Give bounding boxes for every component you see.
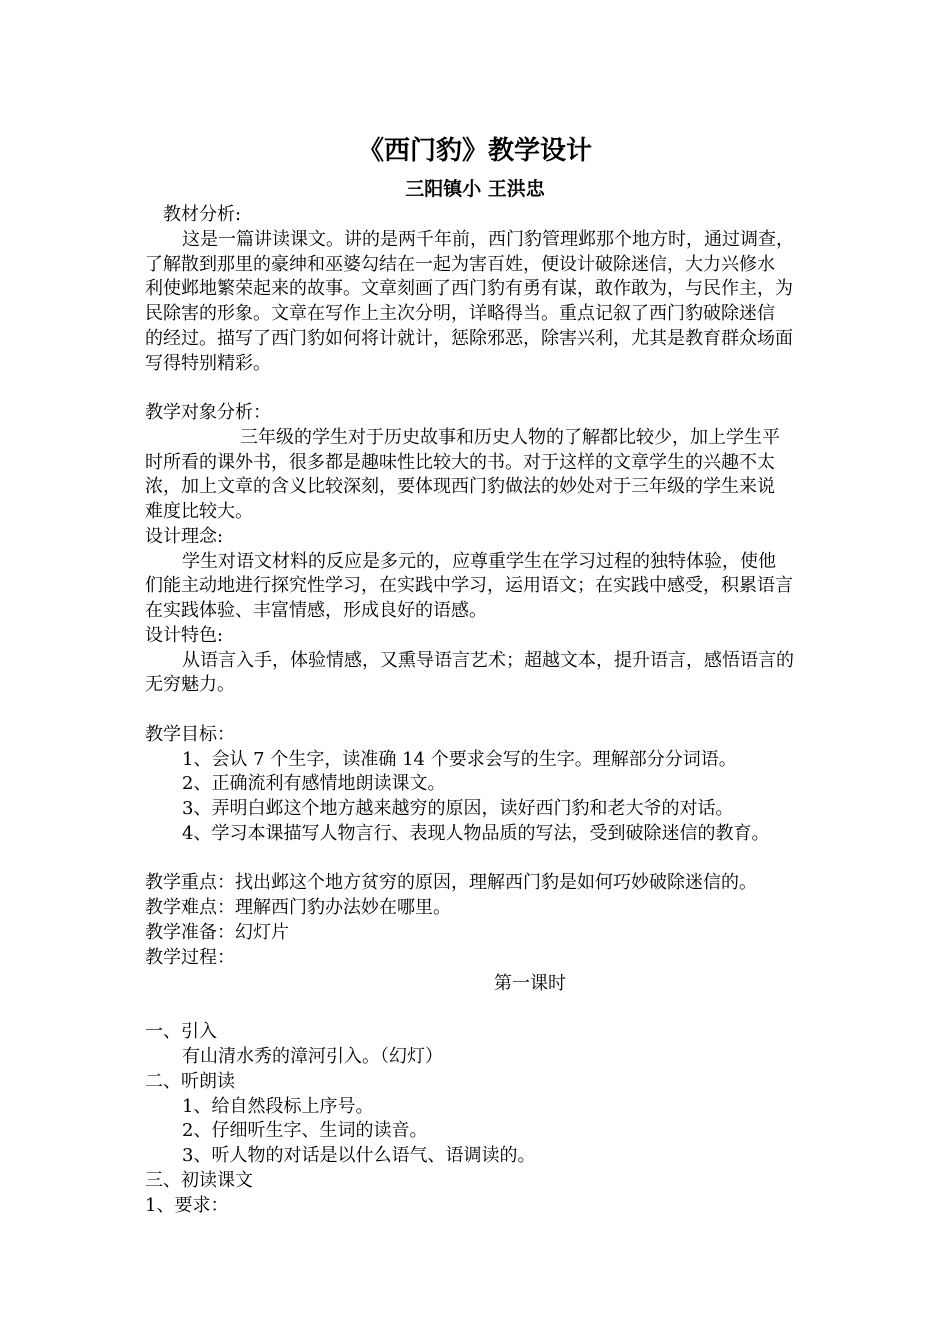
paragraph-line: 民除害的形象。文章在写作上主次分明，详略得当。重点记叙了西门豹破除迷信 xyxy=(145,303,775,324)
step-heading: 二、听朗读 xyxy=(145,1071,235,1092)
concept-heading: 设计理念: xyxy=(145,526,224,547)
document-title: 《西门豹》教学设计 xyxy=(357,136,592,166)
paragraph-line: 们能主动地进行探究性学习，在实践中学习，运用语文；在实践中感受，积累语言 xyxy=(145,575,793,596)
paragraph-line: 的经过。描写了西门豹如何将计就计，惩除邪恶，除害兴利，尤其是教育群众场面 xyxy=(145,328,793,349)
paragraph-line: 浓，加上文章的含义比较深刻，要体现西门豹做法的妙处对于三年级的学生来说 xyxy=(145,476,775,497)
goal-item: 3、弄明白邺这个地方越来越穷的原因，读好西门豹和老大爷的对话。 xyxy=(182,798,734,819)
goal-item: 4、学习本课描写人物言行、表现人物品质的写法，受到破除迷信的教育。 xyxy=(182,823,770,844)
key-point: 教学重点：找出邺这个地方贫穷的原因，理解西门豹是如何巧妙破除迷信的。 xyxy=(145,872,757,893)
goal-item: 2、正确流利有感情地朗读课文。 xyxy=(182,773,446,794)
paragraph-line: 利使邺地繁荣起来的故事。文章刻画了西门豹有勇有谋，敢作敢为，与民作主，为 xyxy=(145,278,793,299)
step-heading: 三、初读课文 xyxy=(145,1170,253,1191)
paragraph-line: 从语言入手，体验情感，又熏导语言艺术；超越文本，提升语言，感悟语言的 xyxy=(182,650,794,671)
goal-item: 1、会认 7 个生字，读准确 14 个要求会写的生字。理解部分分词语。 xyxy=(182,749,737,770)
step-item: 1、给自然段标上序号。 xyxy=(182,1096,374,1117)
feature-heading: 设计特色: xyxy=(145,625,224,646)
step-heading: 一、引入 xyxy=(145,1021,217,1042)
goals-heading: 教学目标： xyxy=(145,724,235,745)
material-heading: 教材分析: xyxy=(163,204,242,225)
difficulty: 教学难点：理解西门豹办法妙在哪里。 xyxy=(145,897,451,918)
paragraph-line: 时所看的课外书，很多都是趣味性比较大的书。对于这样的文章学生的兴趣不太 xyxy=(145,452,775,473)
paragraph-line: 这是一篇讲读课文。讲的是两千年前，西门豹管理邺那个地方时，通过调查， xyxy=(182,229,794,250)
paragraph-line: 了解散到那里的豪绅和巫婆勾结在一起为害百姓，便设计破除迷信，大力兴修水 xyxy=(145,254,775,275)
step-item: 1、要求： xyxy=(145,1195,229,1216)
author-line: 三阳镇小 王洪忠 xyxy=(405,178,545,200)
student-heading: 教学对象分析： xyxy=(145,402,271,423)
lesson-title: 第一课时 xyxy=(494,973,566,994)
paragraph-line: 在实践体验、丰富情感，形成良好的语感。 xyxy=(145,600,487,621)
paragraph-line: 难度比较大。 xyxy=(145,501,253,522)
paragraph-line: 写得特别精彩。 xyxy=(145,353,271,374)
step-item: 2、仔细听生字、生词的读音。 xyxy=(182,1120,428,1141)
step-item: 3、听人物的对话是以什么语气、语调读的。 xyxy=(182,1145,536,1166)
step-line: 有山清水秀的漳河引入。（幻灯） xyxy=(182,1046,443,1067)
paragraph-line: 无穷魅力。 xyxy=(145,674,235,695)
paragraph-line: 学生对语文材料的反应是多元的，应尊重学生在学习过程的独特体验，使他 xyxy=(182,551,776,572)
paragraph-line: 三年级的学生对于历史故事和历史人物的了解都比较少，加上学生平 xyxy=(240,427,780,448)
process-heading: 教学过程： xyxy=(145,947,235,968)
preparation: 教学准备：幻灯片 xyxy=(145,922,289,943)
